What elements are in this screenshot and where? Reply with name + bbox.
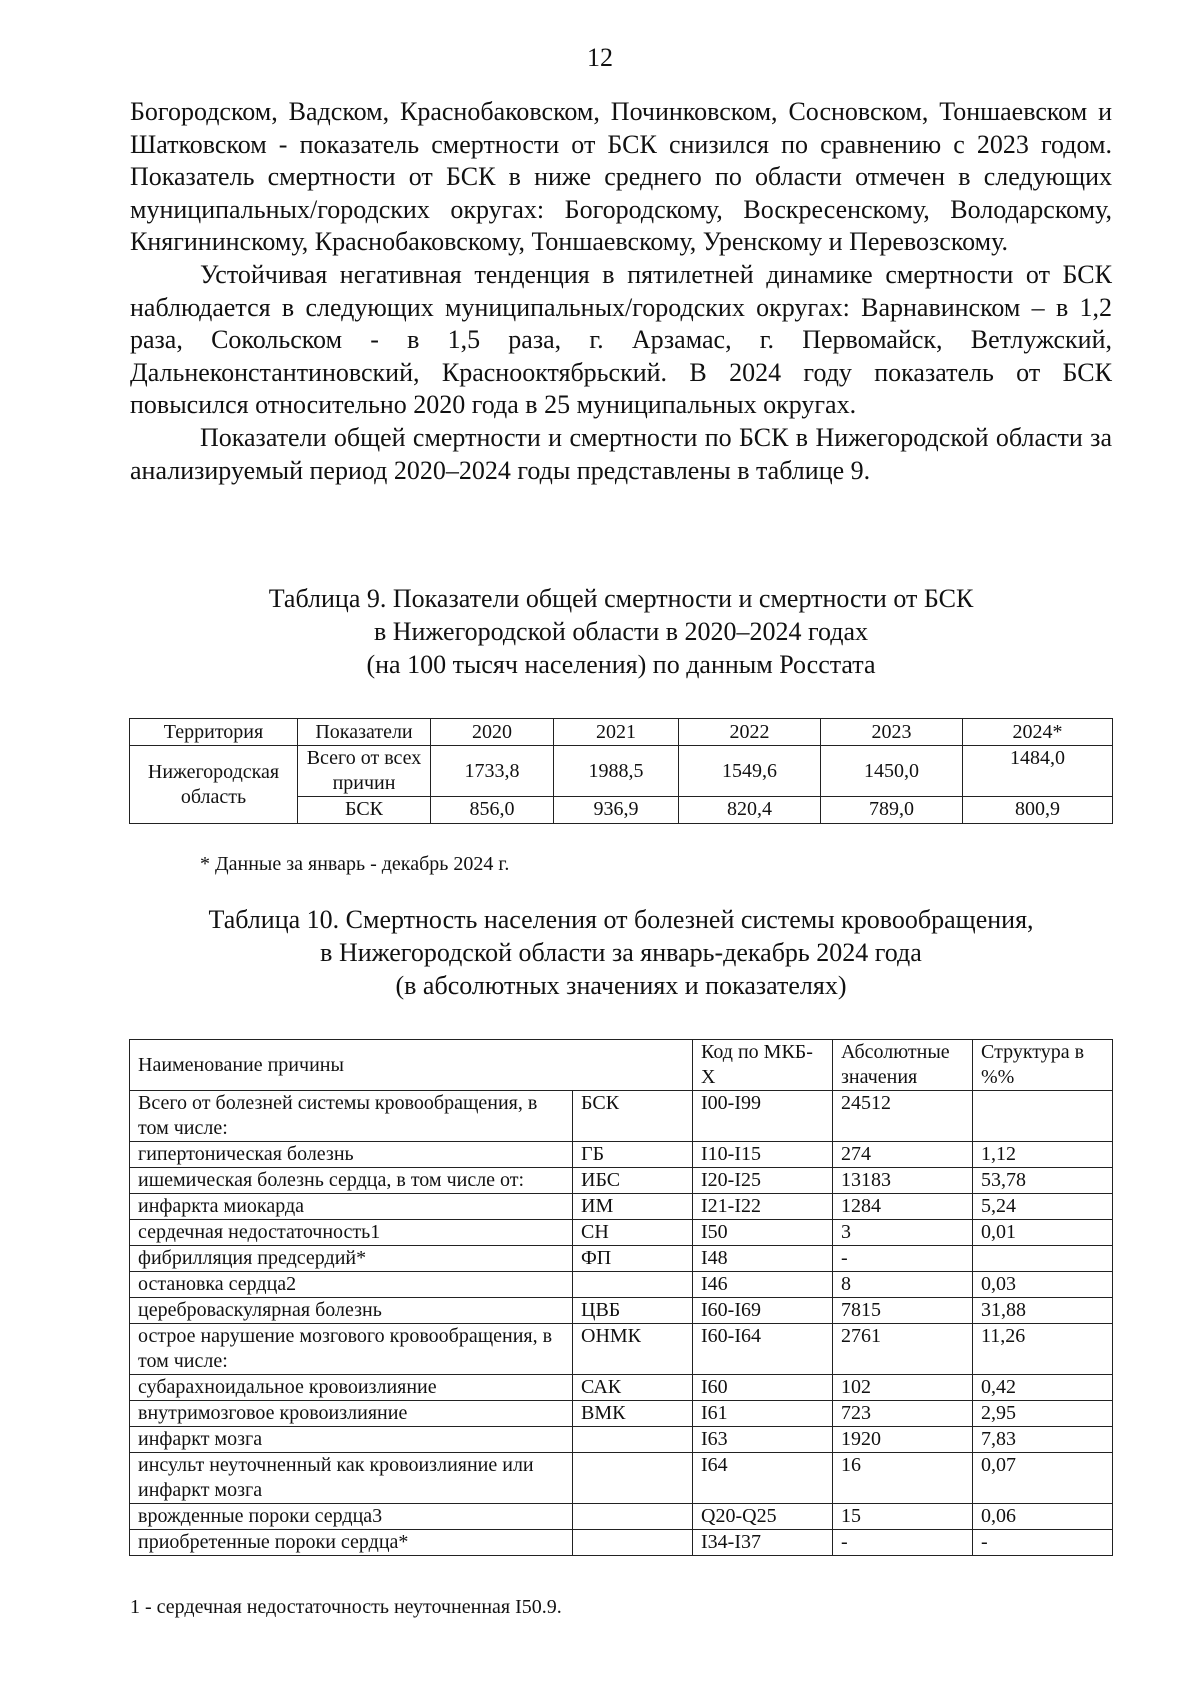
cell-abbr: БСК	[573, 1091, 693, 1142]
cell-abbr	[573, 1453, 693, 1504]
territory-cell: Нижегородская область	[130, 746, 298, 824]
caption-line: в Нижегородской области в 2020–2024 годах	[373, 617, 869, 646]
cell-abbr: ГБ	[573, 1142, 693, 1168]
table10	[129, 1039, 1113, 1556]
cell-abbr	[573, 1530, 693, 1556]
page-number: 12	[587, 43, 613, 72]
table-row	[130, 1220, 1113, 1246]
caption-line: в Нижегородской области за январь-декабрь 2024 года	[320, 938, 922, 967]
value-cell: 1988,5	[554, 746, 679, 797]
indicator-cell: Всего от всех причин	[298, 746, 431, 797]
cell-name: врожденные пороки сердца3	[130, 1504, 573, 1530]
cell-name: остановка сердца2	[130, 1272, 573, 1298]
cell-name: цереброваскулярная болезнь	[130, 1298, 573, 1324]
cell-abs: -	[833, 1530, 973, 1556]
paragraph: Богородском, Вадском, Краснобаковском, Починковском, Сосновском, Тоншаевском и Шатковском - показатель смертности от БСК снизился по сравнению с 2023 годом. Показатель смертности от БСК в ниже среднего по области отмечен в следующих муниципальных/городских округах: Богородскому, Воскресенскому, Володарскому, Княгининскому, Краснобаковскому, Тоншаевскому, Уренскому и Перевозскому.	[130, 97, 1112, 257]
header-cell: 2021	[554, 719, 679, 746]
table10-caption	[130, 903, 1112, 1002]
table-row	[130, 1142, 1113, 1168]
cell-name: ишемическая болезнь сердца, в том числе от:	[130, 1168, 573, 1194]
cell-abbr: ИБС	[573, 1168, 693, 1194]
cell-struct: 53,78	[973, 1168, 1113, 1194]
table-row	[130, 1530, 1113, 1556]
cell-struct: 5,24	[973, 1194, 1113, 1220]
table-row	[130, 1375, 1113, 1401]
header-cell: 2020	[431, 719, 554, 746]
value-cell: 789,0	[821, 797, 963, 824]
cell-code: I61	[693, 1401, 833, 1427]
cell-name: инфаркта миокарда	[130, 1194, 573, 1220]
cell-abs: 1284	[833, 1194, 973, 1220]
cell-code: I34-I37	[693, 1530, 833, 1556]
cell-struct: 0,03	[973, 1272, 1113, 1298]
cell-abbr: СН	[573, 1220, 693, 1246]
caption-line: Таблица 9. Показатели общей смертности и смертности от БСК	[268, 584, 974, 613]
cell-name: гипертоническая болезнь	[130, 1142, 573, 1168]
cell-abbr: ОНМК	[573, 1324, 693, 1375]
cell-name: субарахноидальное кровоизлияние	[130, 1375, 573, 1401]
paragraph: Показатели общей смертности и смертности по БСК в Нижегородской области за анализируемый период 2020–2024 годы представлены в таблице 9.	[130, 422, 1112, 485]
cell-struct: 0,42	[973, 1375, 1113, 1401]
cell-struct: 0,01	[973, 1220, 1113, 1246]
table-row	[130, 1504, 1113, 1530]
cell-abs: 723	[833, 1401, 973, 1427]
table-row	[130, 1298, 1113, 1324]
cell-code: I10-I15	[693, 1142, 833, 1168]
table-row	[130, 1453, 1113, 1504]
cell-abbr	[573, 1504, 693, 1530]
paragraph: Устойчивая негативная тенденция в пятилетней динамике смертности от БСК наблюдается в следующих муниципальных/городских округах: Варнавинском – в 1,2 раза, Сокольском - в 1,5 раза, г. Арзамас, г. Первомайск, Ветлужский, Дальнеконстантиновский, Краснооктябрьский. В 2024 году показатель от БСК повысился относительно 2020 года в 25 муниципальных округах.	[130, 259, 1112, 420]
value-cell: 800,9	[963, 797, 1113, 824]
cell-abs: 7815	[833, 1298, 973, 1324]
table10-note: 1 - сердечная недостаточность неуточненная I50.9.	[130, 1596, 562, 1618]
cell-struct: 0,07	[973, 1453, 1113, 1504]
cell-code: I60	[693, 1375, 833, 1401]
table-row	[130, 1272, 1113, 1298]
cell-code: I00-I99	[693, 1091, 833, 1142]
value-cell: 856,0	[431, 797, 554, 824]
cell-abs: 102	[833, 1375, 973, 1401]
cell-abs: 13183	[833, 1168, 973, 1194]
cell-struct	[973, 1246, 1113, 1272]
caption-line: (на 100 тысяч населения) по данным Росстата	[366, 650, 876, 679]
cell-name: Всего от болезней системы кровообращения, в том числе:	[130, 1091, 573, 1142]
cell-code: I63	[693, 1427, 833, 1453]
cell-name: инсульт неуточненный как кровоизлияние или инфаркт мозга	[130, 1453, 573, 1504]
cell-abs: 1920	[833, 1427, 973, 1453]
cell-abs: 3	[833, 1220, 973, 1246]
caption-line: (в абсолютных значениях и показателях)	[395, 971, 847, 1000]
cell-abbr: ЦВБ	[573, 1298, 693, 1324]
cell-abs: 274	[833, 1142, 973, 1168]
header-cell: Показатели	[298, 719, 431, 746]
cell-code: I20-I25	[693, 1168, 833, 1194]
value-cell: 820,4	[679, 797, 821, 824]
cell-struct: 2,95	[973, 1401, 1113, 1427]
cell-name: инфаркт мозга	[130, 1427, 573, 1453]
table-row	[130, 1194, 1113, 1220]
table-row	[130, 1427, 1113, 1453]
table-header-row	[130, 1040, 1113, 1091]
cell-abbr	[573, 1427, 693, 1453]
table-row	[130, 1324, 1113, 1375]
body-text	[130, 96, 1112, 487]
cell-abs: 16	[833, 1453, 973, 1504]
table-row	[130, 1091, 1113, 1142]
cell-code: I60-I69	[693, 1298, 833, 1324]
header-cell: Код по МКБ-Х	[693, 1040, 833, 1091]
cell-code: I64	[693, 1453, 833, 1504]
cell-code: I46	[693, 1272, 833, 1298]
cell-abs: -	[833, 1246, 973, 1272]
caption-line: Таблица 10. Смертность населения от болезней системы кровообращения,	[208, 905, 1034, 934]
cell-code: I21-I22	[693, 1194, 833, 1220]
table-row	[130, 1246, 1113, 1272]
cell-name: острое нарушение мозгового кровообращения, в том числе:	[130, 1324, 573, 1375]
cell-abbr: ИМ	[573, 1194, 693, 1220]
cell-code: I50	[693, 1220, 833, 1246]
header-cell: Абсолютные значения	[833, 1040, 973, 1091]
cell-struct: 11,26	[973, 1324, 1113, 1375]
indicator-cell: БСК	[298, 797, 431, 824]
cell-name: приобретенные пороки сердца*	[130, 1530, 573, 1556]
cell-abs: 15	[833, 1504, 973, 1530]
value-cell: 1484,0	[963, 746, 1113, 797]
header-cell: 2022	[679, 719, 821, 746]
cell-name: фибрилляция предсердий*	[130, 1246, 573, 1272]
cell-struct	[973, 1091, 1113, 1142]
cell-struct: 7,83	[973, 1427, 1113, 1453]
value-cell: 936,9	[554, 797, 679, 824]
cell-abbr: САК	[573, 1375, 693, 1401]
cell-struct: -	[973, 1530, 1113, 1556]
cell-abs: 8	[833, 1272, 973, 1298]
value-cell: 1450,0	[821, 746, 963, 797]
cell-abbr	[573, 1272, 693, 1298]
cell-name: внутримозговое кровоизлияние	[130, 1401, 573, 1427]
cell-abbr: ФП	[573, 1246, 693, 1272]
cell-code: I60-I64	[693, 1324, 833, 1375]
header-cell: Наименование причины	[130, 1040, 693, 1091]
cell-code: Q20-Q25	[693, 1504, 833, 1530]
table-row	[130, 746, 1113, 797]
cell-struct: 31,88	[973, 1298, 1113, 1324]
table9-caption	[130, 582, 1112, 681]
cell-struct: 1,12	[973, 1142, 1113, 1168]
cell-abbr: ВМК	[573, 1401, 693, 1427]
table-header-row	[130, 719, 1113, 746]
cell-struct: 0,06	[973, 1504, 1113, 1530]
header-cell: Структура в %%	[973, 1040, 1113, 1091]
cell-abs: 24512	[833, 1091, 973, 1142]
value-cell: 1733,8	[431, 746, 554, 797]
cell-name: сердечная недостаточность1	[130, 1220, 573, 1246]
table-row	[130, 1401, 1113, 1427]
table-row	[130, 1168, 1113, 1194]
header-cell: Территория	[130, 719, 298, 746]
cell-code: I48	[693, 1246, 833, 1272]
cell-abs: 2761	[833, 1324, 973, 1375]
header-cell: 2023	[821, 719, 963, 746]
table9	[129, 718, 1113, 824]
header-cell: 2024*	[963, 719, 1113, 746]
table9-note: * Данные за январь - декабрь 2024 г.	[200, 853, 510, 875]
value-cell: 1549,6	[679, 746, 821, 797]
